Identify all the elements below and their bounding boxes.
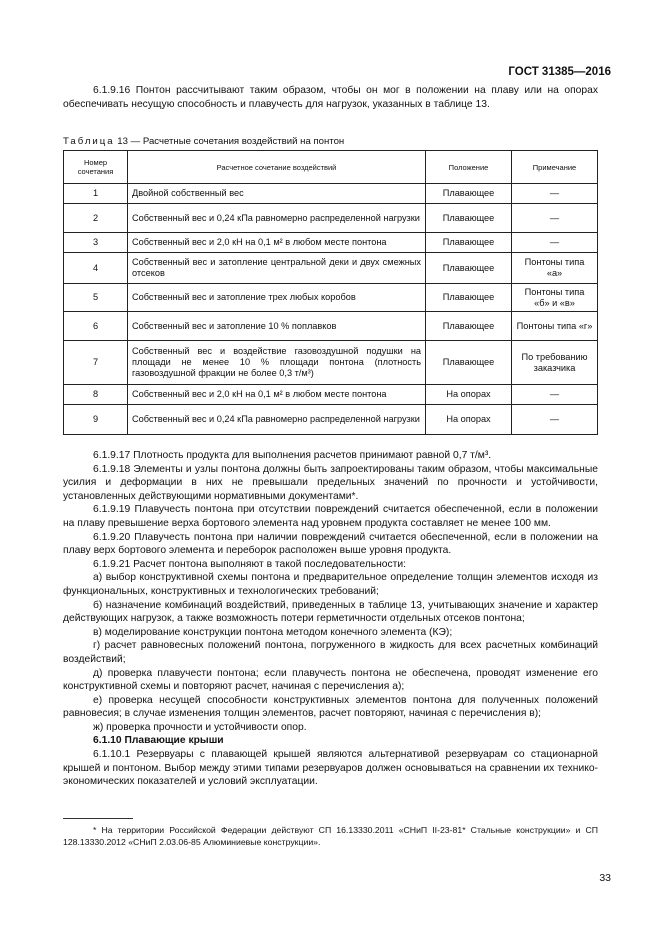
row-description: Собственный вес и затопление центральной деки и двух смежных отсеков	[128, 253, 426, 284]
table-row	[64, 341, 598, 385]
list-item-e: е) проверка несущей способности конструктивных элементов понтона для полученных положений равновесия; в случае изменения толщин элементов, расчет повторяют, начиная с перечисления в);	[63, 694, 598, 720]
header-combination: Расчетное сочетание воздействий	[128, 151, 426, 184]
row-note: —	[512, 233, 598, 253]
row-description: Собственный вес и 0,24 кПа равномерно распределенной нагрузки	[128, 204, 426, 233]
paragraph-6-1-9-18: 6.1.9.18 Элементы и узлы понтона должны быть запроектированы таким образом, чтобы максимальные усилия и деформации в них не превышали предельных значений по прочности и устойчивости, установленных действующими нормативными документами*.	[63, 463, 598, 502]
row-note: Понтоны типа «б» и «в»	[512, 284, 598, 312]
row-description: Собственный вес и 2,0 кН на 0,1 м² в любом месте понтона	[128, 385, 426, 405]
paragraph-6-1-9-17: 6.1.9.17 Плотность продукта для выполнения расчетов принимают равной 0,7 т/м³.	[93, 450, 492, 461]
row-number: 3	[64, 233, 128, 253]
row-note: По требованию заказчика	[512, 341, 598, 385]
row-note: Понтоны типа «а»	[512, 253, 598, 284]
list-item-a: а) выбор конструктивной схемы понтона и предварительное определение толщин элементов исходя из функциональных, конструктивных и технологических требований;	[63, 572, 598, 597]
row-position: Плавающее	[426, 284, 512, 312]
row-description: Собственный вес и 0,24 кПа равномерно распределенной нагрузки	[128, 405, 426, 435]
table-header-row	[64, 151, 598, 184]
row-description: Собственный вес и 2,0 кН на 0,1 м² в любом месте понтона	[128, 233, 426, 253]
row-position: Плавающее	[426, 184, 512, 204]
table-caption-prefix: Таблица	[63, 136, 115, 147]
table-row	[64, 405, 598, 435]
body-text	[63, 449, 598, 789]
row-number: 5	[64, 284, 128, 312]
row-position: Плавающее	[426, 312, 512, 341]
table-caption-text: 13 — Расчетные сочетания воздействий на понтон	[117, 136, 345, 147]
section-title-text: 6.1.10 Плавающие крыши	[93, 735, 224, 747]
paragraph-6-1-9-20: 6.1.9.20 Плавучесть понтона при наличии повреждений считается обеспеченной, если в положении на плаву верх бортового элемента и переборок расположен выше уровня продукта.	[63, 531, 598, 557]
table-row	[64, 253, 598, 284]
paragraph-6-1-10-1: 6.1.10.1 Резервуары с плавающей крышей являются альтернативой резервуарам со стационарной крышей и понтоном. Выбор между этими типами резервуаров должен основываться на сравнении их технико-экономических показателей и условий эксплуатации.	[63, 749, 598, 788]
section-title	[63, 734, 598, 748]
table-row	[64, 312, 598, 341]
row-description: Двойной собственный вес	[128, 184, 426, 204]
footnote-divider	[63, 818, 133, 819]
table-row	[64, 204, 598, 233]
row-position: Плавающее	[426, 253, 512, 284]
paragraph-6-1-9-19: 6.1.9.19 Плавучесть понтона при отсутствии повреждений считается обеспеченной, если в положении на плаву превышение верха бортового элемента над уровнем продукта составляет не менее 100 мм.	[63, 504, 598, 529]
row-number: 9	[64, 405, 128, 435]
row-note: —	[512, 405, 598, 435]
row-position: На опорах	[426, 405, 512, 435]
row-position: Плавающее	[426, 341, 512, 385]
paragraph-6-1-9-16: 6.1.9.16 Понтон рассчитывают таким образом, чтобы он мог в положении на плаву или на опорах обеспечивать несущую способность и плавучесть для нагрузок, указанных в таблице 13.	[63, 85, 598, 110]
row-position: Плавающее	[426, 233, 512, 253]
list-item-v: в) моделирование конструкции понтона методом конечного элемента (КЭ);	[93, 626, 453, 638]
table-row	[64, 184, 598, 204]
row-position: На опорах	[426, 385, 512, 405]
table-row	[64, 385, 598, 405]
row-note: Понтоны типа «г»	[512, 312, 598, 341]
list-item-g: г) расчет равновесных положений понтона, погруженного в жидкость для всех расчетных комбинаций воздействий;	[63, 640, 598, 665]
list-item-b: б) назначение комбинаций воздействий, приведенных в таблице 13, учитывающих значение и характер действующих нагрузок, а также возможность потери герметичности отдельных отсеков понтона;	[63, 599, 598, 625]
row-number: 4	[64, 253, 128, 284]
header-position: Положение	[426, 151, 512, 184]
table-row	[64, 233, 598, 253]
header-number: Номер сочетания	[64, 151, 128, 184]
document-header: ГОСТ 31385—2016	[508, 66, 611, 78]
table-row	[64, 284, 598, 312]
row-note: —	[512, 184, 598, 204]
row-description: Собственный вес и воздействие газовоздушной подушки на площади не менее 10 % площади понтона (плотность газовоздушной фракции не более 0,3 т/м³)	[128, 341, 426, 385]
footnote: * На территории Российской Федерации действуют СП 16.13330.2011 «СНиП II-23-81* Стальные конструкции» и СП 128.13330.2012 «СНиП 2.03.06-85 Алюминиевые конструкции».	[63, 825, 598, 847]
loads-table	[63, 150, 598, 435]
row-description: Собственный вес и затопление 10 % поплавков	[128, 312, 426, 341]
row-position: Плавающее	[426, 204, 512, 233]
row-number: 2	[64, 204, 128, 233]
row-number: 7	[64, 341, 128, 385]
row-number: 6	[64, 312, 128, 341]
row-number: 1	[64, 184, 128, 204]
page-number: 33	[599, 872, 611, 884]
row-number: 8	[64, 385, 128, 405]
list-item-zh: ж) проверка прочности и устойчивости опор.	[93, 721, 307, 733]
row-description: Собственный вес и затопление трех любых коробов	[128, 284, 426, 312]
header-note: Примечание	[512, 151, 598, 184]
row-note: —	[512, 385, 598, 405]
row-note: —	[512, 204, 598, 233]
paragraph-6-1-9-21: 6.1.9.21 Расчет понтона выполняют в такой последовательности:	[93, 558, 406, 570]
list-item-d: д) проверка плавучести понтона; если плавучесть понтона не обеспечена, проводят изменение его конструктивной схемы и повторяют расчет, начиная с перечисления а);	[63, 667, 598, 693]
table-caption	[63, 136, 344, 147]
